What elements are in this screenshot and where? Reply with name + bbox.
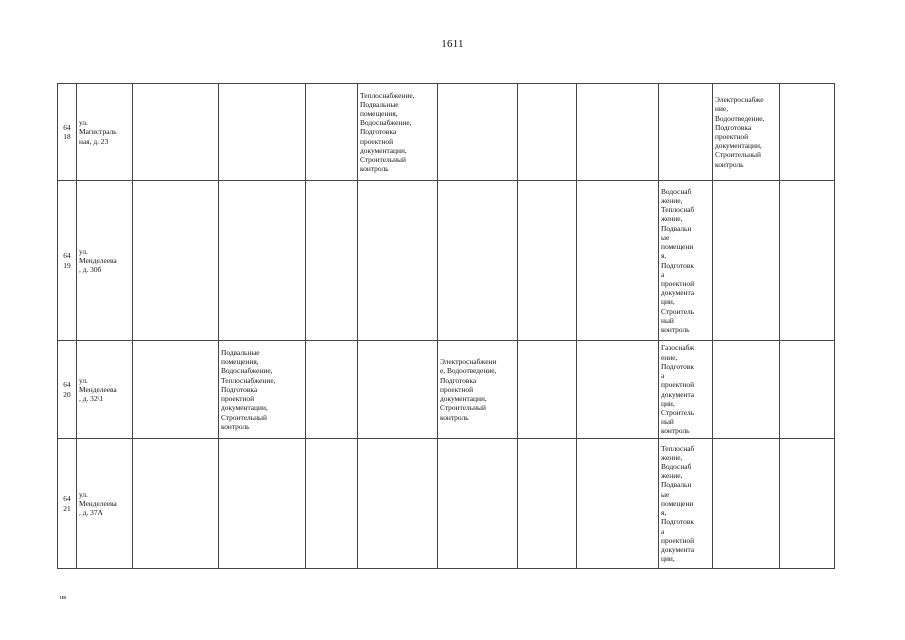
row-number-cell: 64 18 (58, 84, 77, 181)
work-type-cell: Теплоснабжение, Подвальные помещения, Водоснабжение, Подготовка проектной документации, Строительный контроль (358, 84, 438, 181)
work-type-cell (358, 181, 438, 341)
work-type-cell (306, 439, 358, 569)
work-type-cell: Газоснабж ение, Подготовк а проектной документа ции, Строитель ный контроль (659, 341, 713, 439)
work-type-cell (518, 84, 577, 181)
row-number-cell: 64 20 (58, 341, 77, 439)
table-row (58, 84, 835, 181)
footer-mark: нв (60, 595, 67, 601)
work-type-cell (780, 181, 835, 341)
work-type-cell (133, 181, 219, 341)
capital-repair-table (57, 83, 835, 569)
address-cell: ул. Менделеева , д. 30б (77, 181, 133, 341)
work-type-cell (306, 341, 358, 439)
work-type-cell (438, 181, 518, 341)
work-type-cell (306, 84, 358, 181)
work-type-cell (577, 84, 659, 181)
work-type-cell (780, 84, 835, 181)
work-type-cell (438, 439, 518, 569)
work-type-cell (133, 84, 219, 181)
work-type-cell (780, 439, 835, 569)
row-number-cell: 64 19 (58, 181, 77, 341)
work-type-cell (577, 439, 659, 569)
work-type-cell (780, 341, 835, 439)
work-type-cell (133, 439, 219, 569)
work-type-cell (518, 181, 577, 341)
work-type-cell (219, 84, 306, 181)
row-number-cell: 64 21 (58, 439, 77, 569)
work-type-cell (219, 181, 306, 341)
table-row (58, 181, 835, 341)
work-type-cell (518, 341, 577, 439)
table-row (58, 341, 835, 439)
work-type-cell (577, 341, 659, 439)
work-type-cell: Электроснабжени е, Водоотведение, Подготовка проектной документации, Строительный контроль (438, 341, 518, 439)
work-type-cell (713, 181, 780, 341)
work-type-cell (713, 341, 780, 439)
work-type-cell (659, 84, 713, 181)
page-number: 1611 (441, 38, 464, 50)
address-cell: ул. Менделеева , д. 37А (77, 439, 133, 569)
address-cell: ул. Менделеева , д. 32\1 (77, 341, 133, 439)
work-type-cell (438, 84, 518, 181)
work-type-cell (306, 181, 358, 341)
work-type-cell (133, 341, 219, 439)
work-type-cell: Теплоснаб жение, Водоснаб жение, Подвальн ые помещени я, Подготовк а проектной документа ции, (659, 439, 713, 569)
work-type-cell (358, 341, 438, 439)
address-cell: ул. Магистраль ная, д. 23 (77, 84, 133, 181)
work-type-cell: Подвальные помещения, Водоснабжение, Теплоснабжение, Подготовка проектной документации, Строительный контроль (219, 341, 306, 439)
table-row (58, 439, 835, 569)
work-type-cell (713, 439, 780, 569)
work-type-cell (219, 439, 306, 569)
work-type-cell (577, 181, 659, 341)
work-type-cell (358, 439, 438, 569)
work-type-cell (518, 439, 577, 569)
work-type-cell: Водоснаб жение, Теплоснаб жение, Подвальн ые помещени я, Подготовк а проектной документа ции, Строитель ный контроль (659, 181, 713, 341)
work-type-cell: Электроснабже ние, Водоотведение, Подготовка проектной документации, Строительный контроль (713, 84, 780, 181)
